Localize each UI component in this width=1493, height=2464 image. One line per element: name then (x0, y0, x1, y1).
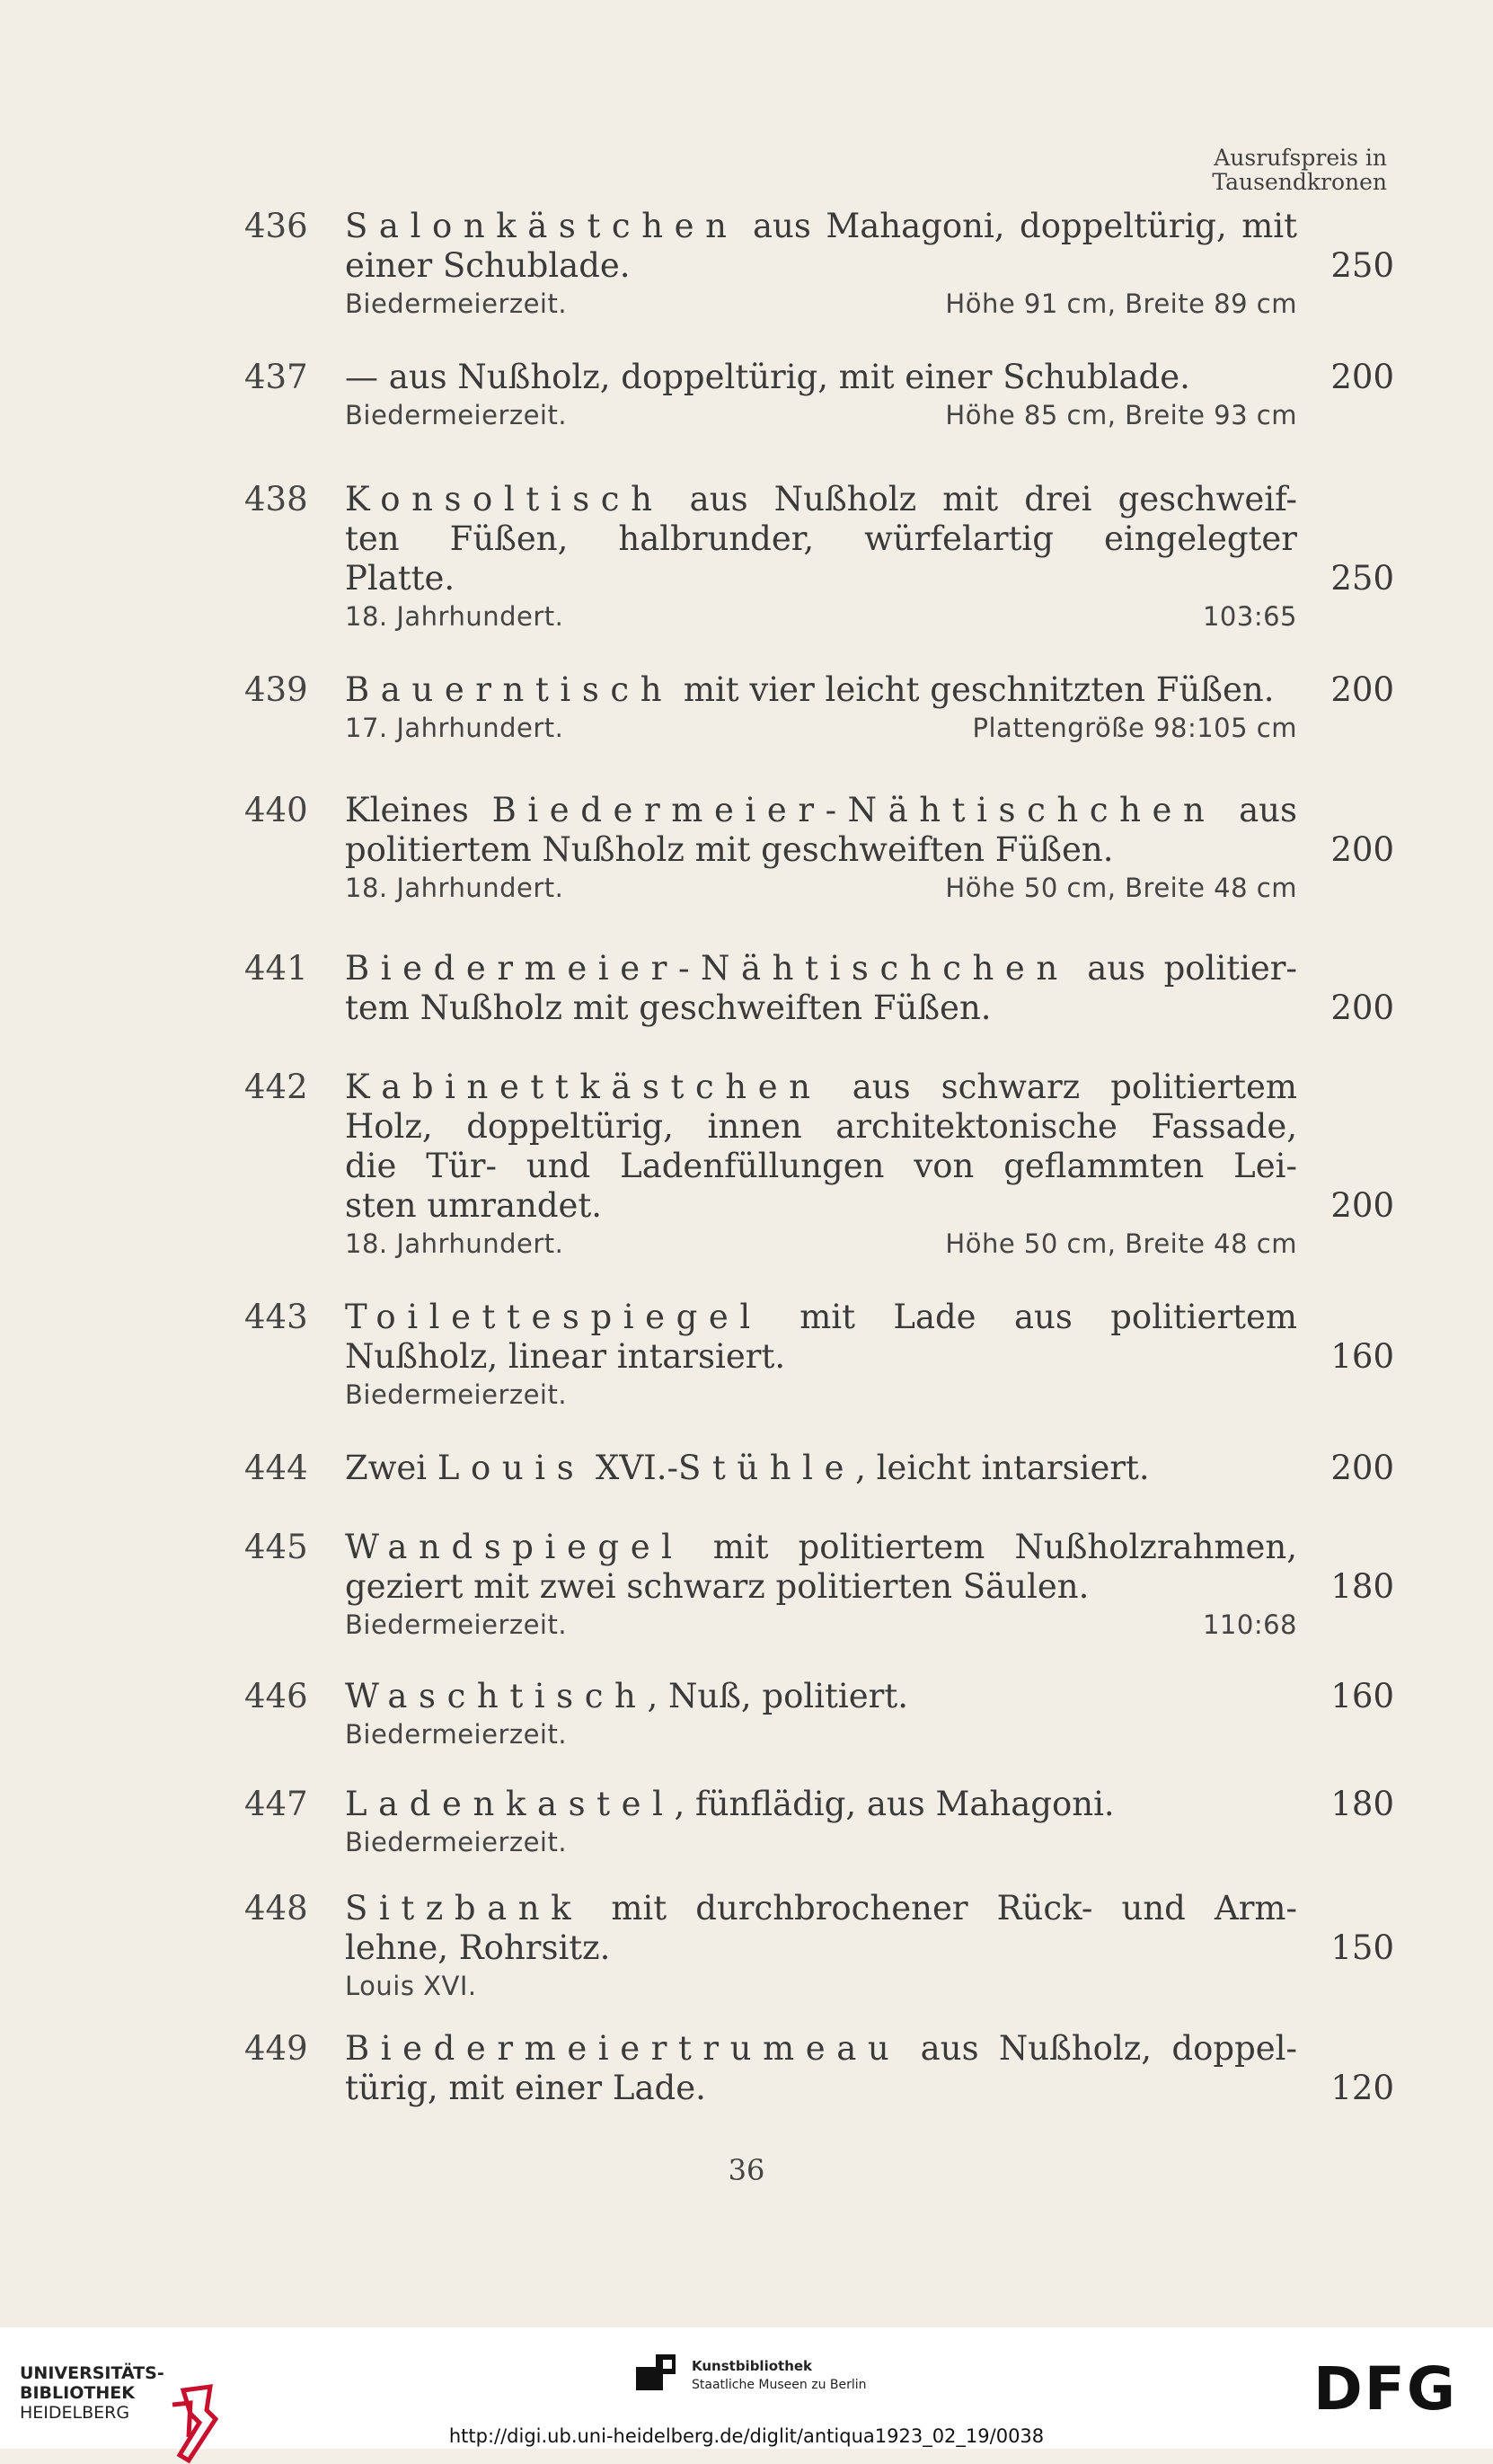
entry-line: Nußholz, linear intarsiert. (345, 1337, 786, 1376)
lot-number: 436 (244, 207, 308, 245)
price: 200 (1330, 1449, 1394, 1487)
price: 160 (1330, 1337, 1394, 1376)
item-title: Bauerntisch (345, 670, 674, 709)
period: 18. Jahrhundert. (345, 1228, 564, 1259)
entry-meta (345, 397, 1297, 433)
period: Biedermeierzeit. (345, 1719, 568, 1750)
entry-line: Biedermeiertrumeau aus Nußholz, doppel- (345, 2029, 1297, 2068)
period: Biedermeierzeit. (345, 288, 568, 319)
price: 200 (1330, 670, 1394, 709)
entry-body (345, 949, 1297, 1028)
period: Biedermeierzeit. (345, 1609, 568, 1640)
entry-body (345, 480, 1297, 634)
lot-number: 445 (244, 1528, 308, 1566)
price-header-line-2: Tausendkronen (1212, 169, 1387, 195)
entry-line: Toilettespiegel mit Lade aus politiertem (345, 1298, 1297, 1336)
item-title: Biedermeiertrumeau (345, 2029, 901, 2068)
entry-line: Sitzbank mit durchbrochener Rück- und Arm- (345, 1889, 1297, 1928)
item-title: Wandspiegel (345, 1528, 684, 1566)
kunstbibliothek-title: Kunstbibliothek (692, 2358, 813, 2374)
dimensions: Höhe 50 cm, Breite 48 cm (945, 873, 1297, 903)
item-title: Louis (437, 1449, 586, 1487)
entry-line: Konsoltisch aus Nußholz mit drei geschweif- (345, 480, 1297, 519)
period: 18. Jahrhundert. (345, 601, 564, 632)
entry-line: sten umrandet. (345, 1186, 603, 1225)
period: Biedermeierzeit. (345, 400, 568, 430)
entry-body (345, 207, 1297, 322)
dimensions: 103:65 (1202, 601, 1297, 632)
price: 180 (1330, 1785, 1394, 1823)
lot-number: 449 (244, 2029, 308, 2068)
entry-meta (345, 710, 1297, 746)
item-title-2: Stühle (677, 1449, 856, 1487)
entry-line: Kabinettkästchen aus schwarz politiertem (345, 1068, 1297, 1106)
price: 120 (1330, 2069, 1394, 2107)
entry-line: ten Füßen, halbrunder, würfelartig eingelegter (345, 519, 1297, 558)
lot-number: 441 (244, 949, 308, 988)
price: 200 (1330, 830, 1394, 869)
entry-line: einer Schublade. (345, 246, 631, 285)
lot-number: 437 (244, 358, 308, 396)
ub-heidelberg-logo[interactable] (20, 2363, 164, 2423)
kunstbibliothek-subtitle: Staatliche Museen zu Berlin (692, 2378, 867, 2392)
ub-logo-line-2: BIBLIOTHEK (20, 2383, 135, 2403)
entry-line: lehne, Rohrsitz. (345, 1928, 611, 1967)
lot-number: 440 (244, 791, 308, 829)
entry-meta (345, 1226, 1297, 1262)
entry-line: Zwei Louis XVI.-Stühle, leicht intarsiert. (345, 1449, 1150, 1487)
price-column-header (1212, 146, 1387, 194)
entry-line: Kleines Biedermeier-Nähtischchen aus (345, 791, 1297, 829)
item-title: Sitzbank (345, 1889, 583, 1928)
price: 200 (1330, 1186, 1394, 1225)
entry-line: geziert mit zwei schwarz politierten Säulen. (345, 1567, 1090, 1606)
entry-body (345, 1449, 1297, 1488)
period: 17. Jahrhundert. (345, 713, 564, 743)
entry-meta (345, 1716, 1297, 1752)
lot-number: 443 (244, 1298, 308, 1336)
entry-line: Platte. (345, 559, 455, 598)
ub-logo-line-1: UNIVERSITÄTS- (20, 2363, 164, 2383)
item-title: Salonkästchen (345, 207, 738, 245)
entry-meta (345, 1607, 1297, 1643)
entry-line: Bauerntisch mit vier leicht geschnitzten Füßen. (345, 670, 1275, 709)
entry-meta (345, 1377, 1297, 1413)
dimensions: 110:68 (1202, 1609, 1297, 1640)
period: Biedermeierzeit. (345, 1379, 568, 1410)
dimensions: Höhe 91 cm, Breite 89 cm (945, 288, 1297, 319)
entry-body (345, 1889, 1297, 2004)
price-header-line-1: Ausrufspreis in (1214, 145, 1387, 171)
entry-line: politiertem Nußholz mit geschweiften Füßen. (345, 830, 1114, 869)
entry-line: tem Nußholz mit geschweiften Füßen. (345, 988, 992, 1027)
price: 180 (1330, 1567, 1394, 1606)
item-title: Toilettespiegel (345, 1298, 762, 1336)
entry-meta (345, 1824, 1297, 1860)
entry-body (345, 1785, 1297, 1860)
entry-meta (345, 1968, 1297, 2004)
lot-number: 444 (244, 1449, 308, 1487)
lot-number: 446 (244, 1677, 308, 1715)
entry-line: türig, mit einer Lade. (345, 2069, 706, 2107)
entry-body (345, 1068, 1297, 1262)
item-title: Biedermeier-Nähtischchen (345, 949, 1069, 988)
entry-line: Holz, doppeltürig, innen architektonische Fassade, (345, 1107, 1297, 1146)
entry-meta (345, 870, 1297, 906)
source-url-link[interactable]: http://digi.ub.uni-heidelberg.de/diglit/antiqua1923_02_19/0038 (448, 2425, 1045, 2447)
entry-body (345, 358, 1297, 433)
price: 250 (1330, 559, 1394, 598)
ub-emblem-icon (171, 2383, 221, 2464)
item-title: Kabinettkästchen (345, 1068, 822, 1106)
entry-body (345, 2029, 1297, 2108)
period: Louis XVI. (345, 1971, 477, 2001)
entry-body (345, 1298, 1297, 1413)
entry-line: Biedermeier-Nähtischchen aus politier- (345, 949, 1297, 988)
kunstbibliothek-logo[interactable] (636, 2354, 867, 2398)
price: 200 (1330, 988, 1394, 1027)
ub-logo-line-3: HEIDELBERG (20, 2403, 130, 2423)
entry-meta (345, 598, 1297, 634)
lot-number: 442 (244, 1068, 308, 1106)
entry-line: Salonkästchen aus Mahagoni, doppeltürig, mit (345, 207, 1297, 245)
entry-line: — aus Nußholz, doppeltürig, mit einer Schublade. (345, 358, 1190, 396)
price: 160 (1330, 1677, 1394, 1715)
item-title: Biedermeier-Nähtischchen (491, 791, 1216, 829)
dimensions: Höhe 85 cm, Breite 93 cm (945, 400, 1297, 430)
entry-line: Ladenkastel, fünflädig, aus Mahagoni. (345, 1785, 1115, 1823)
item-title: Waschtisch (345, 1677, 648, 1715)
lot-number: 448 (244, 1889, 308, 1928)
period: 18. Jahrhundert. (345, 873, 564, 903)
entry-line: Wandspiegel mit politiertem Nußholzrahmen, (345, 1528, 1297, 1566)
entry-body (345, 1528, 1297, 1643)
lot-number: 438 (244, 480, 308, 519)
dimensions: Plattengröße 98:105 cm (972, 713, 1297, 743)
entry-line: Waschtisch, Nuß, politiert. (345, 1677, 908, 1715)
entry-body (345, 1677, 1297, 1752)
item-title: Konsoltisch (345, 480, 664, 519)
entry-meta (345, 286, 1297, 322)
page-number: 36 (728, 2153, 765, 2187)
period: Biedermeierzeit. (345, 1827, 568, 1857)
kunstbibliothek-emblem-icon (636, 2354, 683, 2394)
item-title: Ladenkastel (345, 1785, 675, 1823)
digitization-footer (0, 2327, 1493, 2449)
lot-number: 439 (244, 670, 308, 709)
price: 200 (1330, 358, 1394, 396)
lot-number: 447 (244, 1785, 308, 1823)
dfg-logo[interactable]: DFG (1312, 2354, 1457, 2424)
price: 250 (1330, 246, 1394, 285)
entry-body (345, 791, 1297, 906)
entry-line: die Tür- und Ladenfüllungen von geflammten Lei- (345, 1147, 1297, 1185)
entry-body (345, 670, 1297, 746)
price: 150 (1330, 1928, 1394, 1967)
dimensions: Höhe 50 cm, Breite 48 cm (945, 1228, 1297, 1259)
